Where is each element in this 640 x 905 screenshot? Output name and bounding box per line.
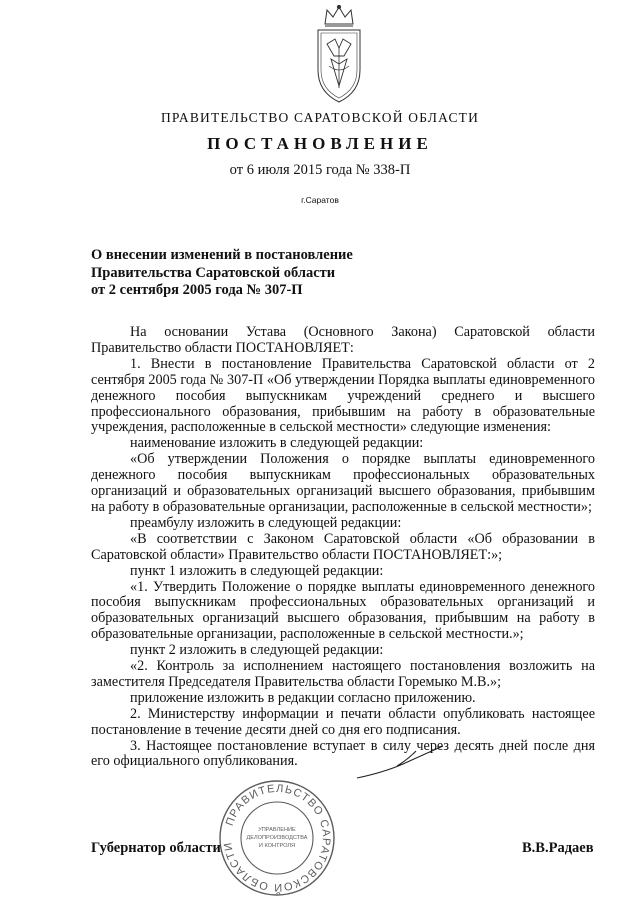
official-stamp <box>217 776 337 900</box>
body-paragraph: «2. Контроль за исполнением настоящего постановления возложить на заместителя Председателя Правительства области Горемыко М.В.»; <box>91 658 595 690</box>
body-paragraph: преамбулу изложить в следующей редакции: <box>130 514 402 531</box>
body-paragraph: «В соответствии с Законом Саратовской области «Об образовании в Саратовской области» Правительство области ПОСТАНОВЛЯЕТ:»; <box>91 530 595 563</box>
subject-line-2: Правительства Саратовской области <box>91 264 336 281</box>
document-type-title: ПОСТАНОВЛЕНИЕ <box>207 134 433 153</box>
body-paragraph-preamble: На основании Устава (Основного Закона) Саратовской области Правительство области ПОСТАНОВЛЯЕТ: <box>91 324 595 356</box>
body-paragraph: «Об утверждении Положения о порядке выплаты единовременного денежного пособия выпускникам профессиональных образовательных организаций и образовательных организаций высшего образования, прибывшим на работу в образовательные организации, расположенные в сельской местности»; <box>91 451 595 515</box>
body-paragraph: «1. Утвердить Положение о порядке выплаты единовременного денежного пособия выпускникам профессиональных образовательных организаций и образовательных организаций высшего образования, прибывшим на работу в образовательные организации, расположенные в сельской местности.»; <box>91 578 595 643</box>
body-paragraph: пункт 2 изложить в следующей редакции: <box>130 642 384 659</box>
signatory-title: Губернатор области <box>91 840 221 856</box>
subject-line-3: от 2 сентября 2005 года № 307-П <box>91 282 303 298</box>
document-date-number: от 6 июля 2015 года № 338-П <box>229 162 411 178</box>
agency-name: ПРАВИТЕЛЬСТВО САРАТОВСКОЙ ОБЛАСТИ <box>160 110 480 125</box>
document-subject <box>91 247 421 300</box>
body-paragraph: пункт 1 изложить в следующей редакции: <box>130 562 384 579</box>
svg-text:И КОНТРОЛЯ: И КОНТРОЛЯ <box>258 843 296 849</box>
svg-text:УПРАВЛЕНИЕ: УПРАВЛЕНИЕ <box>258 827 296 833</box>
city-name: г.Саратов <box>301 195 339 205</box>
body-paragraph-item-1: 1. Внести в постановление Правительства Саратовской области от 2 сентября 2005 года № 307-П «Об утверждении Порядка выплаты единовременного денежного пособия выпускникам учреждений среднего и высшего профессионального образования, прибывшим на работу в образовательные учреждения, расположенные в сельской местности» следующие изменения: <box>91 355 595 436</box>
body-paragraph: приложение изложить в редакции согласно приложению. <box>130 689 476 706</box>
signatory-name: В.В.Радаев <box>522 840 594 856</box>
body-paragraph-item-2: 2. Министерству информации и печати области опубликовать настоящее постановление в течение десяти дней со дня его подписания. <box>91 705 595 738</box>
body-paragraph-item-3: 3. Настоящее постановление вступает в силу через десять дней после дня его официального опубликования. <box>91 737 595 770</box>
svg-text:ПРАВИТЕЛЬСТВО САРАТОВСКОЙ ОБЛА: ПРАВИТЕЛЬСТВО САРАТОВСКОЙ ОБЛАСТИ <box>222 782 333 894</box>
handwritten-signature <box>355 742 445 782</box>
body-paragraph: наименование изложить в следующей редакции: <box>130 435 424 452</box>
svg-text:ДЕЛОПРОИЗВОДСТВА: ДЕЛОПРОИЗВОДСТВА <box>246 835 308 841</box>
subject-line-1: О внесении изменений в постановление <box>91 247 353 263</box>
coat-of-arms-emblem <box>313 4 365 106</box>
document-body <box>91 325 595 770</box>
